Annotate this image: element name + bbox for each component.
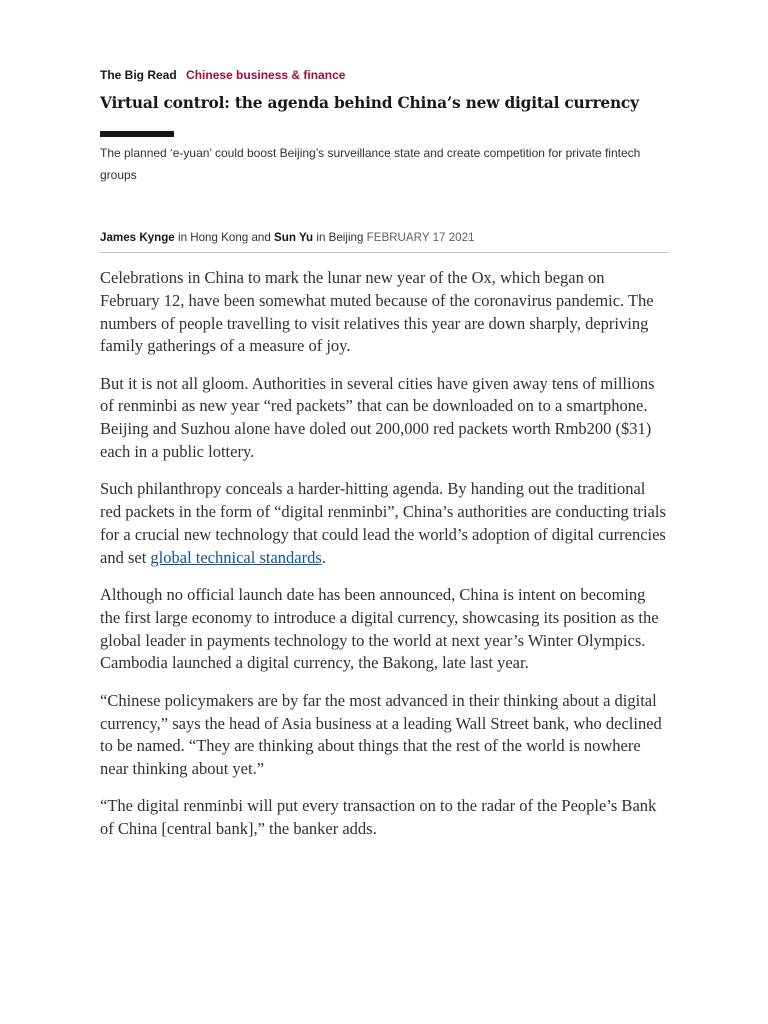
headline-divider <box>100 131 174 137</box>
author-link-sun-yu[interactable]: Sun Yu <box>274 231 314 244</box>
section-link[interactable]: Chinese business & finance <box>186 68 346 82</box>
paragraph-4: Although no official launch date has been announced, China is intent on becoming the first large economy to introduce a digital currency, showcasing its position as the global leader in payments technology to the world at next year’s Winter Olympics. Cambodia launched a digital currency, the Bakong, late last year. <box>100 585 659 673</box>
paragraph-1: Celebrations in China to mark the lunar new year of the Ox, which began on February 12, have been somewhat muted because of the coronavirus pandemic. The numbers of people travelling to visit relatives this year are down sharply, depriving family gatherings of a measure of joy. <box>100 268 654 356</box>
paragraph-2: But it is not all gloom. Authorities in several cities have given away tens of millions of renminbi as new year “red packets” that can be downloaded on to a smartphone. Beijing and Suzhou alone have doled out 200,000 red packets worth Rmb200 ($31) each in a public lottery. <box>100 373 655 462</box>
publish-date: FEBRUARY 17 2021 <box>366 231 475 244</box>
byline-location-2: in Beijing <box>313 231 367 244</box>
standfirst: The planned ‘e-yuan’ could boost Beijing’s surveillance state and create competition for private fintech groups <box>100 146 641 182</box>
kicker <box>100 68 345 82</box>
series-link[interactable]: The Big Read <box>100 68 177 82</box>
paragraph-3-text-after: . <box>321 547 326 567</box>
byline <box>100 229 668 247</box>
paragraph-6: “The digital renminbi will put every transaction on to the radar of the People’s Bank of China [central bank],” the banker adds. <box>100 796 657 839</box>
article-body <box>100 267 668 856</box>
headline: Virtual control: the agenda behind China’s new digital currency <box>100 94 639 112</box>
global-technical-standards-link[interactable]: global technical standards <box>150 547 322 567</box>
paragraph-5: “Chinese policymakers are by far the most advanced in their thinking about a digital currency,” says the head of Asia business at a leading Wall Street bank, who declined to be named. “They are thinking about things that the rest of the world is nowhere near thinking about yet.” <box>100 690 662 779</box>
byline-location-1: in Hong Kong and <box>174 231 275 244</box>
paragraph-3-text-before: Such philanthropy conceals a harder-hitting agenda. By handing out the traditional red packets in the form of “digital renminbi”, China’s authorities are conducting trials for a crucial new technology that could lead the world’s adoption of digital currencies and set <box>100 479 666 567</box>
author-link-james-kynge[interactable]: James Kynge <box>100 231 175 244</box>
byline-divider <box>100 252 668 253</box>
paragraph-3 <box>100 478 668 569</box>
